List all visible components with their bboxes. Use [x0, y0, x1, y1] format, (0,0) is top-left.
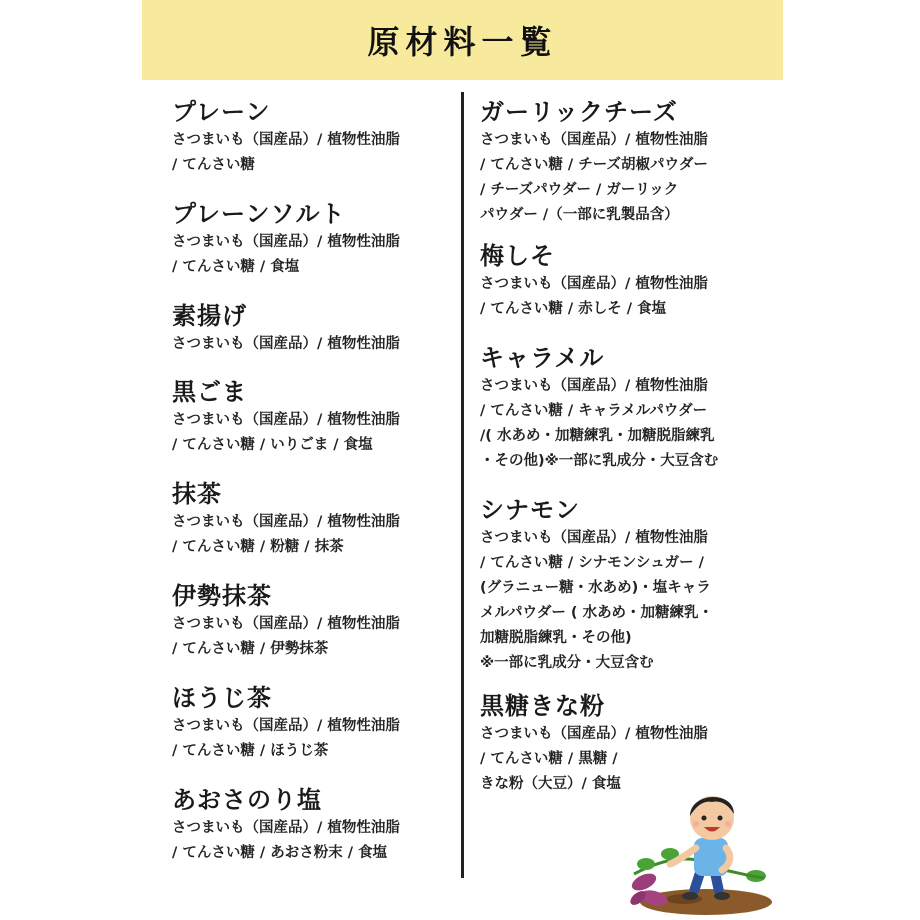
item-ingredients: さつまいも（国産品）/ 植物性油脂 / てんさい糖 / シナモンシュガー / (グラニュー糖・水あめ)・塩キャラ メルパウダー ( 水あめ・加糖練乳・ 加糖脱脂練乳・その他) ※一部に乳成分・大豆含む — [480, 530, 714, 671]
item-name: 伊勢抹茶 — [172, 582, 272, 610]
item-name: プレーン — [172, 98, 271, 126]
item-ingredients: さつまいも（国産品）/ 植物性油脂 / てんさい糖 / 黒糖 / きな粉（大豆）/ 食塩 — [480, 726, 708, 792]
item-ingredients: さつまいも（国産品）/ 植物性油脂 — [172, 336, 400, 352]
list-item — [480, 490, 770, 686]
item-ingredients: さつまいも（国産品）/ 植物性油脂 / てんさい糖 / 粉糖 / 抹茶 — [172, 514, 400, 555]
boy-harvesting-sweet-potato-icon — [624, 778, 774, 916]
list-item — [172, 194, 452, 296]
item-name: 梅しそ — [480, 242, 555, 270]
list-item — [172, 92, 452, 194]
title-banner — [142, 0, 783, 80]
item-ingredients: さつまいも（国産品）/ 植物性油脂 / てんさい糖 / キャラメルパウダー /( 水あめ・加糖練乳・加糖脱脂練乳 ・その他)※一部に乳成分・大豆含む — [480, 378, 719, 469]
item-ingredients: さつまいも（国産品）/ 植物性油脂 / てんさい糖 / 食塩 — [172, 234, 400, 275]
item-name: ほうじ茶 — [172, 684, 272, 712]
list-item — [172, 780, 452, 882]
list-item — [480, 338, 770, 490]
ingredients-sheet — [142, 0, 783, 920]
left-column — [172, 92, 452, 882]
item-ingredients: さつまいも（国産品）/ 植物性油脂 / てんさい糖 — [172, 132, 400, 173]
page-title: 原材料一覧 — [367, 23, 558, 61]
list-item — [172, 678, 452, 780]
item-name: 抹茶 — [172, 480, 222, 508]
list-item — [172, 372, 452, 474]
list-item — [172, 474, 452, 576]
list-item — [480, 236, 770, 338]
item-name: シナモン — [480, 496, 580, 524]
right-column — [480, 92, 770, 796]
item-ingredients: さつまいも（国産品）/ 植物性油脂 / てんさい糖 / 伊勢抹茶 — [172, 616, 400, 657]
item-name: あおさのり塩 — [172, 786, 322, 814]
item-name: 素揚げ — [172, 302, 247, 330]
item-ingredients: さつまいも（国産品）/ 植物性油脂 / てんさい糖 / ほうじ茶 — [172, 718, 400, 759]
column-divider — [461, 92, 464, 878]
list-item — [172, 576, 452, 678]
list-item — [172, 296, 452, 372]
item-ingredients: さつまいも（国産品）/ 植物性油脂 / てんさい糖 / 赤しそ / 食塩 — [480, 276, 708, 317]
item-name: キャラメル — [480, 344, 605, 372]
item-name: 黒糖きな粉 — [480, 692, 605, 720]
item-ingredients: さつまいも（国産品）/ 植物性油脂 / てんさい糖 / あおさ粉末 / 食塩 — [172, 820, 400, 861]
item-ingredients: さつまいも（国産品）/ 植物性油脂 / てんさい糖 / いりごま / 食塩 — [172, 412, 400, 453]
item-name: 黒ごま — [172, 378, 247, 406]
item-name: ガーリックチーズ — [480, 98, 678, 126]
item-name: プレーンソルト — [172, 200, 346, 228]
list-item — [480, 92, 770, 236]
item-ingredients: さつまいも（国産品）/ 植物性油脂 / てんさい糖 / チーズ胡椒パウダー / チーズパウダー / ガーリック パウダー /（一部に乳製品含） — [480, 132, 708, 223]
